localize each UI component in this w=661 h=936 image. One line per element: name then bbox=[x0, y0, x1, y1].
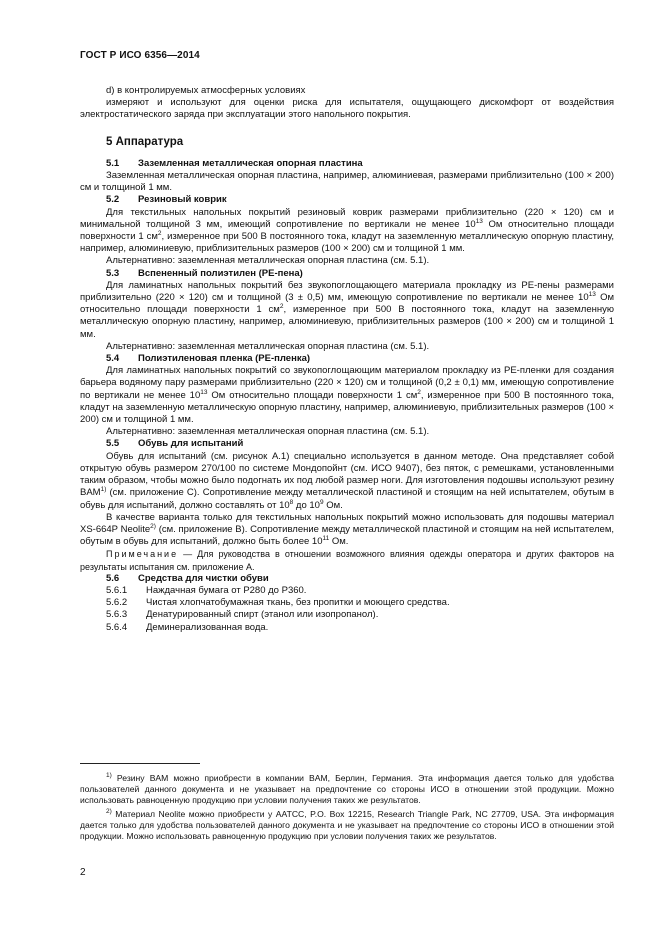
note bbox=[80, 548, 614, 572]
subsection-title: Средства для чистки обуви bbox=[138, 572, 269, 584]
subsection-title: Заземленная металлическая опорная пластина bbox=[138, 157, 363, 169]
subsection-5-6-heading bbox=[106, 573, 614, 585]
text-run: (см. приложение В). Сопротивление между металлической пластиной и стоящим на ней испытателем, обутым в обувь для испытаний, должно быть более 10 bbox=[80, 523, 614, 548]
subsection-5-2-text bbox=[80, 207, 614, 256]
superscript: 2 bbox=[279, 303, 284, 311]
page-number: 2 bbox=[80, 867, 86, 878]
text-run: Ом. bbox=[323, 499, 343, 511]
text-run: Для ламинатных напольных покрытий без звукопоглощающего материала прокладку из PE-пены размерами приблизительно (220 × 120) см и толщиной (3 ± 0,5) мм, имеющую сопротивление по вертикали не менее 10 bbox=[80, 279, 614, 304]
text-run: (см. приложение С). Сопротивление между металлической пластиной и стоящим на ней испытателем, обутым в обувь для испытаний, должно составлять от 10 bbox=[80, 487, 614, 511]
footnote-2 bbox=[80, 809, 614, 841]
item-text: Денатурированный спирт (этанол или изопропанол). bbox=[146, 609, 379, 621]
subsection-number: 5.3 bbox=[106, 267, 120, 279]
subsection-number: 5.6 bbox=[106, 572, 120, 584]
subsection-5-3-alt: Альтернативно: заземленная металлическая опорная пластина (см. 5.1). bbox=[106, 340, 430, 352]
footnote-text: Резину BAM можно приобрести в компании BAM, Берлин, Германия. Эта информация дается только для удобства пользователей данного документа и не указывает на предпочтение со стороны ИСО в отношении этой продукции. Можно использовать равноценную продукцию при условии получения таких же результатов. bbox=[80, 773, 614, 805]
superscript: 11 bbox=[322, 535, 330, 543]
superscript: 13 bbox=[475, 217, 483, 225]
subsection-number: 5.4 bbox=[106, 353, 120, 365]
list-item bbox=[106, 609, 614, 621]
subsection-number: 5.1 bbox=[106, 157, 120, 169]
subsection-5-2-heading bbox=[106, 194, 614, 206]
subsection-5-2-alt: Альтернативно: заземленная металлическая опорная пластина (см. 5.1). bbox=[106, 255, 430, 267]
list-item bbox=[106, 585, 614, 597]
list-item bbox=[106, 622, 614, 634]
item-number: 5.6.2 bbox=[106, 597, 128, 609]
subsection-number: 5.2 bbox=[106, 194, 120, 206]
text-run: до 10 bbox=[293, 499, 320, 511]
subsection-title: Вспененный полиэтилен (PE-пена) bbox=[138, 267, 303, 279]
subsection-5-1-text: Заземленная металлическая опорная пластина, например, алюминиевая, размерами приблизительно (100 × 200) см и толщиной 1 мм. bbox=[80, 170, 614, 194]
subsection-title: Резиновый коврик bbox=[138, 194, 227, 206]
superscript: 2 bbox=[417, 388, 421, 396]
superscript: 9 bbox=[319, 498, 324, 506]
superscript: 8 bbox=[289, 498, 294, 506]
footnote-ref-2: 2) bbox=[150, 522, 156, 530]
subsection-5-4-alt: Альтернативно: заземленная металлическая опорная пластина (см. 5.1). bbox=[106, 426, 430, 438]
subsection-5-5-para-1 bbox=[80, 451, 614, 512]
note-text: — Для руководства в отношении возможного влияния одежды оператора и других факторов на результаты испытания см. приложение А. bbox=[80, 549, 614, 572]
subsection-title: Полиэтиленовая пленка (PE-пленка) bbox=[138, 353, 311, 365]
footnote-divider bbox=[80, 763, 200, 764]
subsection-5-4-heading bbox=[106, 353, 614, 365]
subsection-5-3-text bbox=[80, 280, 614, 341]
text-run: , измеренное при 500 В постоянного тока, кладут на заземленную металлическую опорную пластину, например, алюминиевую, приблизительных размеров (100 × 200) см и толщиной 1 мм. bbox=[80, 389, 614, 426]
text-run: Ом относительно площади поверхности 1 см bbox=[207, 389, 418, 401]
subsection-5-5-heading bbox=[106, 438, 614, 450]
text-run: Ом относительно площади поверхности 1 см bbox=[80, 218, 614, 243]
superscript: 13 bbox=[200, 388, 208, 396]
note-label: Примечание bbox=[106, 549, 179, 560]
text-run: Для текстильных напольных покрытий резиновый коврик размерами приблизительно (220 × 120) см и минимальной толщиной 3 мм, имеющий сопротивление по вертикали не менее 10 bbox=[80, 206, 614, 230]
document-body bbox=[80, 85, 614, 634]
list-item bbox=[106, 597, 614, 609]
text-run: Обувь для испытаний (см. рисунок А.1) специально используется в данном методе. Она представляет собой открытую обувь размером 270/100 по системе Мондопойнт (см. ИСО 9407), без пяток, с ремешками, установленными таким образом, чтобы можно было подогнать их под любой размер ноги. Для изготовления подошвы используют резину BAM bbox=[80, 450, 614, 499]
text-run: Для ламинатных напольных покрытий со звукопоглощающим материалом прокладку из PE-пленки для создания барьера водяному пару размерами приблизительно (220 × 120) см и толщиной (0,2 ± 0,1) мм, имеющую сопротивление по вертикали не менее 10 bbox=[80, 365, 614, 401]
item-number: 5.6.3 bbox=[106, 609, 128, 621]
footnotes bbox=[80, 773, 614, 842]
item-number: 5.6.4 bbox=[106, 621, 128, 633]
item-text: Деминерализованная вода. bbox=[146, 621, 269, 633]
text-run: Ом относительно площади поверхности 1 см bbox=[80, 292, 614, 316]
subsection-5-4-text bbox=[80, 365, 614, 426]
text-run: , измеренное при 500 В постоянного тока, кладут на заземленную металлическую опорную пластину, например, алюминиевую, приблизительных размеров (100 × 200) см и толщиной 1 мм. bbox=[80, 304, 614, 340]
document-header: ГОСТ Р ИСО 6356—2014 bbox=[80, 50, 200, 61]
item-number: 5.6.1 bbox=[106, 584, 128, 596]
intro-paragraph: измеряют и используют для оценки риска для испытателя, ощущающего дискомфорт от воздействия электростатического заряда при эксплуатации этого напольного покрытия. bbox=[80, 97, 614, 121]
footnote-text: Материал Neolite можно приобрести у AATCC, P.O. Box 12215, Research Triangle Park, NC 27709, USA. Эта информация дается только для удобства пользователей данного документа и не указывает на предпочтение со стороны ИСО в отношении этой продукции. Можно использовать равноценную продукцию при условии получения таких же результатов. bbox=[80, 809, 614, 841]
superscript: 2 bbox=[157, 230, 162, 238]
list-item-d: d) в контролируемых атмосферных условиях bbox=[106, 85, 306, 96]
subsection-5-1-heading bbox=[106, 158, 614, 170]
footnote-mark: 2) bbox=[106, 808, 112, 816]
item-text: Чистая хлопчатобумажная ткань, без пропитки и моющего средства. bbox=[146, 597, 450, 609]
subsection-5-5-para-2 bbox=[80, 512, 614, 549]
section-5-title: 5 Аппаратура bbox=[106, 135, 184, 148]
subsection-title: Обувь для испытаний bbox=[138, 438, 244, 450]
subsection-number: 5.5 bbox=[106, 438, 120, 450]
text-run: В качестве варианта только для текстильных напольных покрытий можно использовать для подошвы материал XS-664P Neolite bbox=[80, 511, 614, 535]
text-run: , измеренное при 500 В постоянного тока, кладут на заземленную металлическую опорную пластину, например, алюминиевую, приблизительных размеров (100 × 200) см и толщиной 1 мм. bbox=[80, 231, 615, 255]
text-run: Ом. bbox=[329, 536, 349, 548]
footnote-1 bbox=[80, 773, 614, 805]
footnote-ref-1: 1) bbox=[100, 486, 107, 494]
item-text: Наждачная бумага от P280 до P360. bbox=[146, 584, 307, 596]
footnote-mark: 1) bbox=[106, 772, 112, 779]
subsection-5-3-heading bbox=[106, 268, 614, 280]
superscript: 13 bbox=[588, 291, 596, 299]
